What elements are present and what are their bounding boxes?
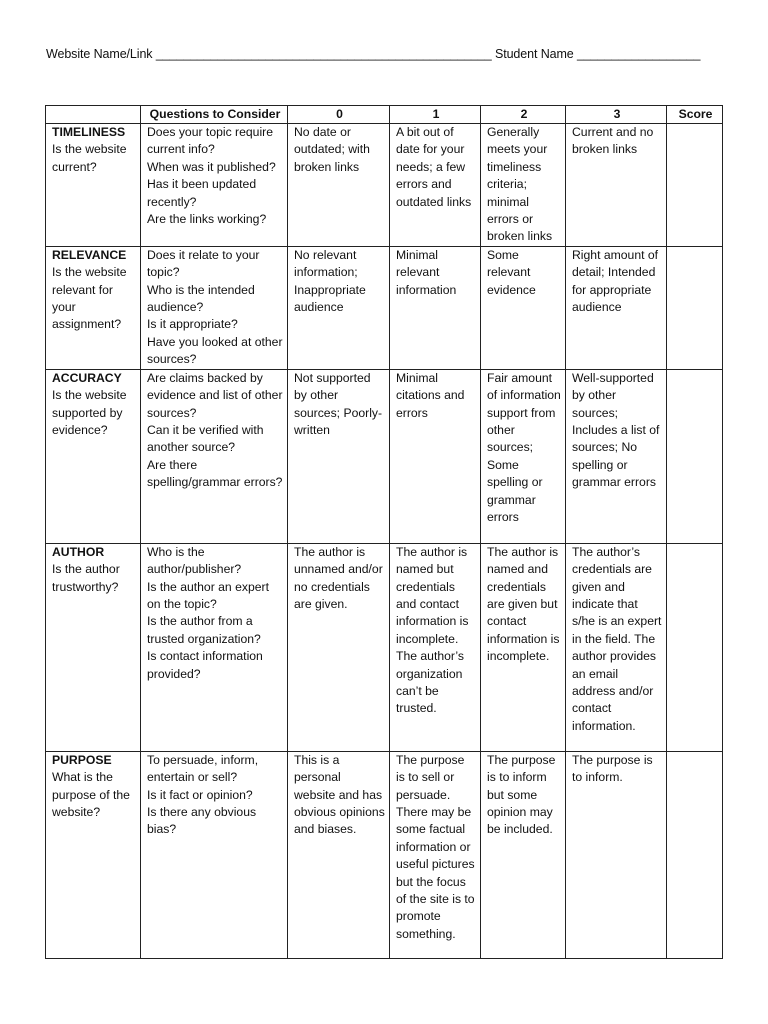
score-0-cell: This is a personal website and has obvious opinions and biases. xyxy=(288,751,390,958)
table-row-author xyxy=(46,543,723,751)
consider-line: Are there spelling/grammar errors? xyxy=(147,457,283,490)
table-row-purpose xyxy=(46,751,723,958)
category-title: PURPOSE xyxy=(52,752,112,767)
consider-line: To persuade, inform, entertain or sell? xyxy=(147,752,259,785)
score-entry-cell[interactable] xyxy=(667,751,723,958)
score-0-cell: Not supported by other sources; Poorly-written xyxy=(288,369,390,543)
score-0-cell: No date or outdated; with broken links xyxy=(288,124,390,247)
consider-line: Are claims backed by evidence and list of other sources? xyxy=(147,370,283,420)
consider-line: Is the author an expert on the topic? xyxy=(147,579,269,611)
category-title: AUTHOR xyxy=(52,544,105,559)
consider-line: Has it been updated recently? xyxy=(147,177,257,209)
header-row xyxy=(46,106,723,124)
score-entry-cell[interactable] xyxy=(667,124,723,247)
category-cell xyxy=(46,543,141,751)
score-0-cell: No relevant information; Inappropriate audience xyxy=(288,246,390,369)
score-3-cell: The author’s credentials are given and indicate that s/he is an expert in the field. The author provides an email address and/or contact information. xyxy=(566,543,667,751)
score-2-cell: Generally meets your timeliness criteria; minimal errors or broken links xyxy=(481,124,566,247)
consider-line: Have you looked at other sources? xyxy=(147,334,283,367)
rubric-table xyxy=(45,105,723,959)
category-cell xyxy=(46,246,141,369)
header-score: Score xyxy=(667,106,723,124)
questions-cell xyxy=(141,543,288,751)
score-1-cell: Minimal relevant information xyxy=(390,246,481,369)
questions-cell xyxy=(141,124,288,247)
header-line xyxy=(46,47,726,61)
website-name-blank[interactable]: _________________________________________________ xyxy=(155,47,492,61)
consider-line: Is there any obvious bias? xyxy=(147,804,257,837)
score-3-cell: Current and no broken links xyxy=(566,124,667,247)
category-title: ACCURACY xyxy=(52,370,122,385)
consider-line: Are the links working? xyxy=(147,212,267,227)
header-category xyxy=(46,106,141,124)
consider-line: Is it fact or opinion? xyxy=(147,787,253,802)
website-name-label: Website Name/Link xyxy=(46,47,153,61)
questions-cell xyxy=(141,751,288,958)
consider-line: Does your topic require current info? xyxy=(147,125,273,157)
header-score-2: 2 xyxy=(481,106,566,124)
category-cell xyxy=(46,751,141,958)
score-3-cell: The purpose is to inform. xyxy=(566,751,667,958)
score-2-cell: The author is named and credentials are given but contact information is incomplete. xyxy=(481,543,566,751)
consider-line: Who is the author/publisher? xyxy=(147,544,242,577)
score-0-cell: The author is unnamed and/or no credentials are given. xyxy=(288,543,390,751)
category-title: TIMELINESS xyxy=(52,125,126,139)
score-2-cell: Fair amount of information support from other sources; Some spelling or grammar errors xyxy=(481,369,566,543)
table-row-accuracy xyxy=(46,369,723,543)
category-question: What is the purpose of the website? xyxy=(52,770,130,819)
score-entry-cell[interactable] xyxy=(667,543,723,751)
score-2-cell: Some relevant evidence xyxy=(481,246,566,369)
score-1-cell: The author is named but credentials and contact information is incomplete. The author’s organization can’t be trusted. xyxy=(390,543,481,751)
consider-line: When was it published? xyxy=(147,159,276,174)
header-questions: Questions to Consider xyxy=(141,106,288,124)
header-score-0: 0 xyxy=(288,106,390,124)
consider-line: Does it relate to your topic? xyxy=(147,247,260,280)
category-question: Is the website supported by evidence? xyxy=(52,388,127,437)
category-question: Is the website current? xyxy=(52,142,127,174)
consider-line: Is the author from a trusted organization? xyxy=(147,614,261,646)
score-1-cell: Minimal citations and errors xyxy=(390,369,481,543)
category-cell xyxy=(46,124,141,247)
student-name-label: Student Name xyxy=(494,47,574,61)
student-name-blank[interactable]: __________________ xyxy=(577,47,701,61)
consider-line: Is it appropriate? xyxy=(147,317,238,332)
header-score-1: 1 xyxy=(390,106,481,124)
table-row-relevance xyxy=(46,246,723,369)
score-3-cell: Right amount of detail; Intended for appropriate audience xyxy=(566,246,667,369)
questions-cell xyxy=(141,246,288,369)
score-entry-cell[interactable] xyxy=(667,246,723,369)
category-question: Is the author trustworthy? xyxy=(52,562,120,594)
score-1-cell: A bit out of date for your needs; a few errors and outdated links xyxy=(390,124,481,247)
consider-line: Is contact information provided? xyxy=(147,649,263,681)
table-row-timeliness xyxy=(46,124,723,247)
category-title: RELEVANCE xyxy=(52,247,127,262)
score-entry-cell[interactable] xyxy=(667,369,723,543)
consider-line: Can it be verified with another source? xyxy=(147,422,264,455)
score-3-cell: Well-supported by other sources; Includes a list of sources; No spelling or grammar errors xyxy=(566,369,667,543)
consider-line: Who is the intended audience? xyxy=(147,282,255,315)
score-1-cell: The purpose is to sell or persuade. There may be some factual information or useful pictures but the focus of the site is to promote something. xyxy=(390,751,481,958)
category-question: Is the website relevant for your assignment? xyxy=(52,265,127,332)
category-cell xyxy=(46,369,141,543)
score-2-cell: The purpose is to inform but some opinion may be included. xyxy=(481,751,566,958)
questions-cell xyxy=(141,369,288,543)
header-score-3: 3 xyxy=(566,106,667,124)
